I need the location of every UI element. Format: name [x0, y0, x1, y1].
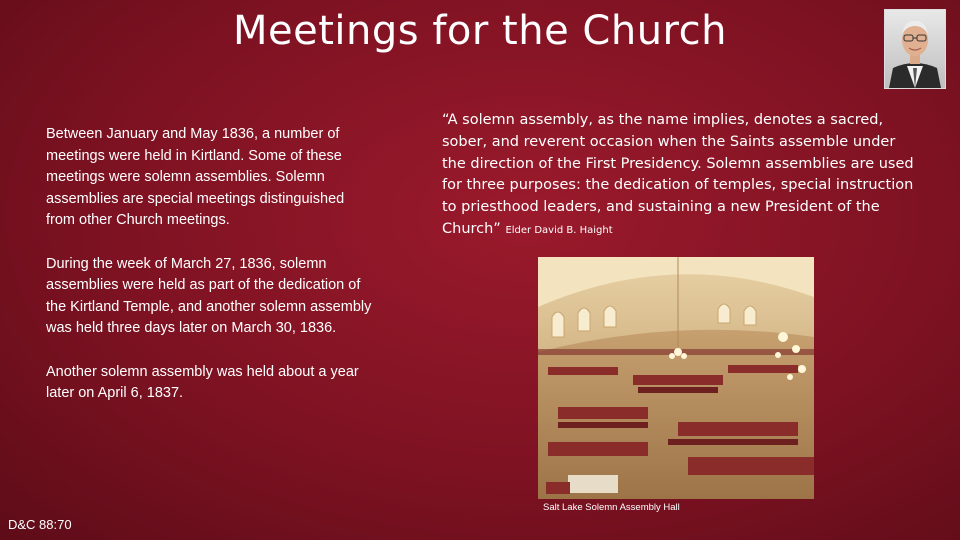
photo-caption: Salt Lake Solemn Assembly Hall [543, 502, 680, 513]
body-text [46, 124, 376, 427]
paragraph-2: During the week of March 27, 1836, solemn assemblies were held as part of the dedication of the Kirtland Temple, and another solemn assembly was held three days later on March 30, 1836. [46, 255, 372, 336]
assembly-hall-photo [538, 257, 814, 499]
quote-text: “A solemn assembly, as the name implies, denotes a sacred, sober, and reverent occasion when the Saints assemble under the direction of the First Presidency. Solemn assemblies are used for three purposes: the dedication of temples, special instruction to priesthood leaders, and sustaining a new President of the Church” [442, 112, 914, 237]
paragraph-1: Between January and May 1836, a number of meetings were held in Kirtland. Some of these meetings were solemn assemblies. Solemn assemblies are special meetings distinguished from other Church meetings. [46, 126, 345, 228]
slide-title: Meetings for the Church [233, 8, 727, 54]
paragraph-3: Another solemn assembly was held about a year later on April 6, 1837. [46, 363, 359, 401]
scripture-citation: D&C 88:70 [8, 517, 72, 532]
portrait-photo [884, 9, 946, 89]
quote-block [442, 110, 922, 242]
quote-attribution: Elder David B. Haight [505, 224, 613, 236]
